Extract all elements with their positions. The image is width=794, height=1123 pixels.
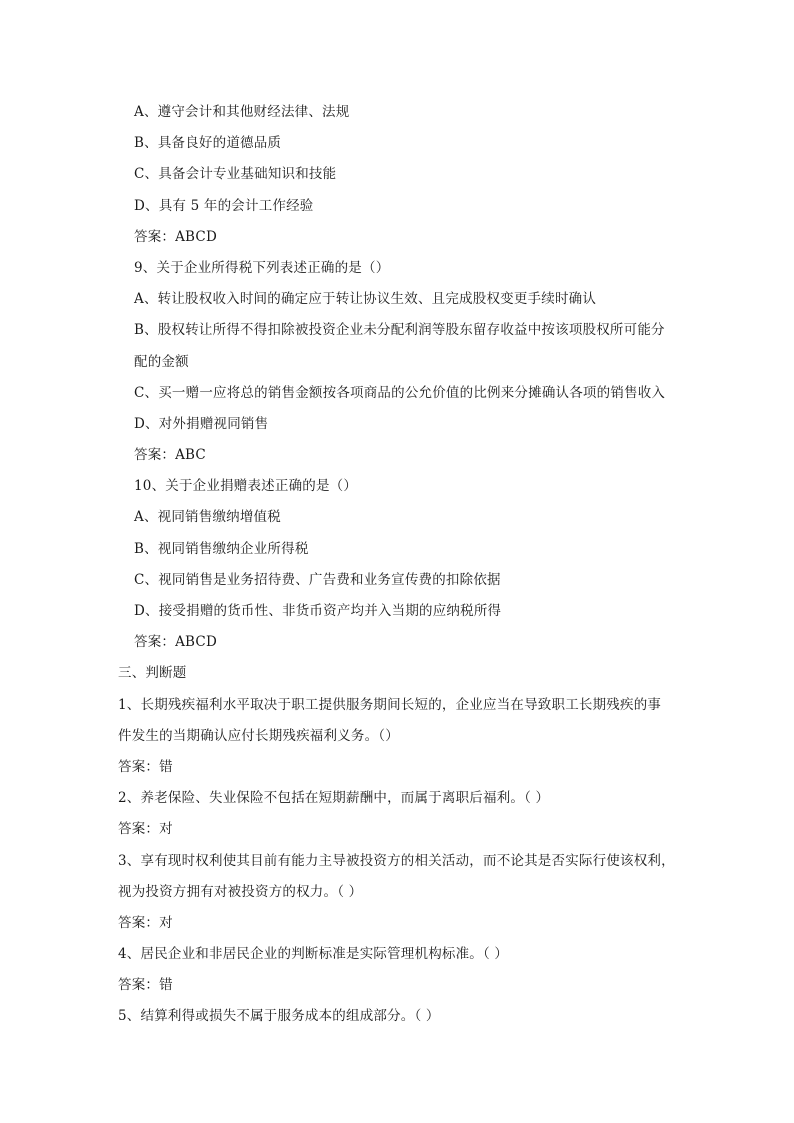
option-line: C、买一赠一应将总的销售金额按各项商品的公允价值的比例来分摊确认各项的销售收入 [134, 384, 666, 401]
answer-line: 答案：对 [118, 914, 173, 931]
section-heading: 三、判断题 [118, 665, 187, 682]
answer-line: 答案：ABCD [134, 634, 217, 651]
question-line: 1、长期残疾福利水平取决于职工提供服务期间长短的，企业应当在导致职工长期残疾的事 [118, 696, 662, 713]
option-line: B、视同销售缴纳企业所得税 [134, 540, 309, 557]
document-body [0, 97, 794, 1033]
option-line: C、具备会计专业基础知识和技能 [134, 166, 337, 183]
option-line: D、对外捐赠视同销售 [134, 415, 269, 432]
option-line: D、接受捐赠的货币性、非货币资产均并入当期的应纳税所得 [134, 603, 502, 619]
question-line: 2、养老保险、失业保险不包括在短期薪酬中，而属于离职后福利。（ ） [118, 790, 550, 807]
question-line: 5、结算利得或损失不属于服务成本的组成部分。（ ） [118, 1008, 440, 1025]
question-line-continued: 视为投资方拥有对被投资方的权力。（ ） [118, 883, 363, 900]
option-line: A、转让股权收入时间的确定应于转让协议生效、且完成股权变更手续时确认 [134, 291, 597, 308]
option-line: C、视同销售是业务招待费、广告费和业务宣传费的扣除依据 [134, 571, 501, 588]
option-line: A、遵守会计和其他财经法律、法规 [134, 104, 350, 120]
answer-line: 答案：ABCD [134, 228, 217, 245]
option-line: D、具有 5 年的会计工作经验 [134, 197, 314, 214]
answer-line: 答案：ABC [134, 447, 206, 464]
question-line: 4、居民企业和非居民企业的判断标准是实际管理机构标准。（ ） [118, 946, 509, 963]
question-line: 10、关于企业捐赠表述正确的是（） [134, 478, 358, 495]
answer-line: 答案：错 [118, 758, 173, 775]
option-line-continued: 配的金额 [134, 353, 189, 370]
answer-line: 答案：对 [118, 821, 173, 838]
question-line: 9、关于企业所得税下列表述正确的是（） [134, 259, 390, 276]
answer-line: 答案：错 [118, 977, 173, 994]
option-line: B、具备良好的道德品质 [134, 135, 282, 152]
question-line: 3、享有现时权利使其目前有能力主导被投资方的相关活动，而不论其是否实际行使该权利， [118, 852, 675, 869]
question-line-continued: 件发生的当期确认应付长期残疾福利义务。（） [118, 727, 399, 744]
option-line: B、股权转让所得不得扣除被投资企业未分配利润等股东留存收益中按该项股权所可能分 [134, 322, 665, 339]
option-line: A、视同销售缴纳增值税 [134, 509, 281, 526]
